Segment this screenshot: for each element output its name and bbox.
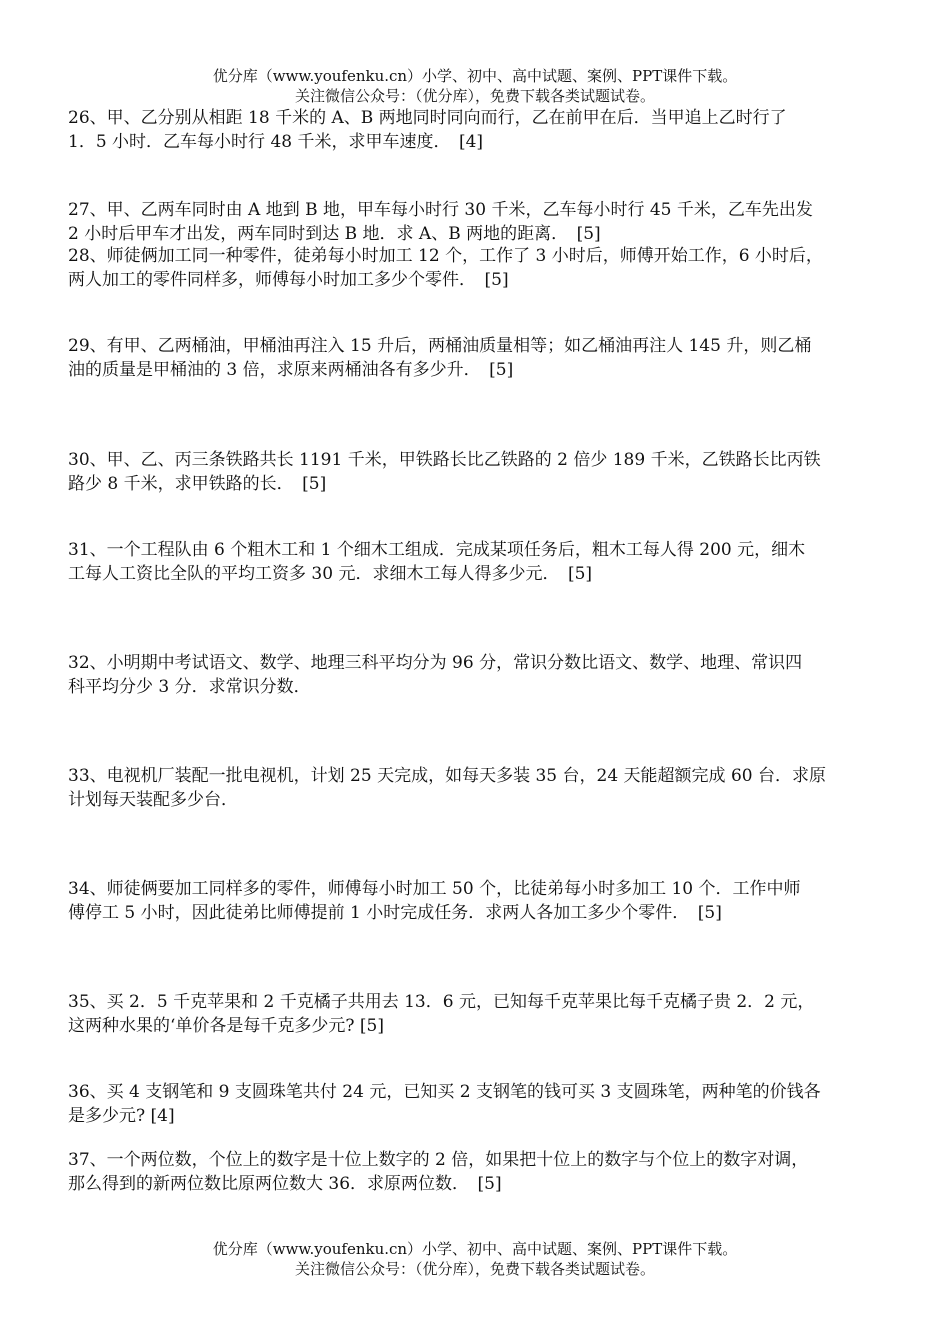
question-37-line-1: 37、一个两位数，个位上的数字是十位上数字的 2 倍，如果把十位上的数字与个位上的数字对调， [68,1150,809,1170]
question-32-line-1: 32、小明期中考试语文、数学、地理三科平均分为 96 分，常识分数比语文、数学、地理、常识四 [68,653,803,673]
question-29 [68,334,894,382]
question-27 [68,198,894,246]
question-35-line-1: 35、买 2．5 千克苹果和 2 千克橘子共用去 13．6 元，已知每千克苹果比每千克橘子贵 2．2 元， [68,992,815,1012]
question-36 [68,1080,894,1128]
header-line-2: 关注微信公众号：（优分库），免费下载各类试题试卷。 [294,87,655,105]
question-33-line-1: 33、电视机厂装配一批电视机，计划 25 天完成，如每天多装 35 台，24 天能超额完成 60 台．求原 [68,766,826,786]
question-29-line-1: 29、有甲、乙两桶油，甲桶油再注入 15 升后，两桶油质量相等；如乙桶油再注人 145 升，则乙桶 [68,336,812,356]
page-footer [0,1239,950,1279]
question-31 [68,538,894,586]
question-30 [68,448,894,496]
question-27-line-2: 2 小时后甲车才出发，两车同时到达 B 地．求 A、B 两地的距离． [5] [68,224,601,244]
question-28 [68,244,894,292]
question-26-line-1: 26、甲、乙分别从相距 18 千米的 A、B 两地同时同向而行，乙在前甲在后．当甲追上乙时行了 [68,108,787,128]
question-36-line-2: 是多少元? [4] [68,1106,175,1126]
question-26-line-2: 1．5 小时．乙车每小时行 48 千米，求甲车速度． [4] [68,132,484,152]
question-30-line-1: 30、甲、乙、丙三条铁路共长 1191 千米，甲铁路长比乙铁路的 2 倍少 189 千米，乙铁路长比丙铁 [68,450,821,470]
question-28-line-1: 28、师徒俩加工同一种零件，徒弟每小时加工 12 个，工作了 3 小时后，师傅开始工作，6 小时后， [68,246,823,266]
question-34 [68,877,894,925]
question-32 [68,651,894,699]
question-37 [68,1148,894,1196]
question-34-line-2: 傅停工 5 小时，因此徒弟比师傅提前 1 小时完成任务．求两人各加工多少个零件． [5] [68,903,722,923]
question-28-line-2: 两人加工的零件同样多，师傅每小时加工多少个零件． [5] [68,270,509,290]
header-line-1: 优分库（www.youfenku.cn）小学、初中、高中试题、案例、PPT课件下载。 [212,67,738,85]
question-37-line-2: 那么得到的新两位数比原两位数大 36．求原两位数． [5] [68,1174,502,1194]
footer-line-2: 关注微信公众号：（优分库），免费下载各类试题试卷。 [294,1260,655,1278]
question-30-line-2: 路少 8 千米，求甲铁路的长． [5] [68,474,327,494]
question-31-line-2: 工每人工资比全队的平均工资多 30 元．求细木工每人得多少元． [5] [68,564,593,584]
page-header [0,66,950,106]
question-33-line-2: 计划每天装配多少台． [68,790,238,810]
question-31-line-1: 31、一个工程队由 6 个粗木工和 1 个细木工组成．完成某项任务后，粗木工每人得 200 元，细木 [68,540,806,560]
question-29-line-2: 油的质量是甲桶油的 3 倍，求原来两桶油各有多少升． [5] [68,360,514,380]
question-35-line-2: 这两种水果的‘单价各是每千克多少元? [5] [68,1016,385,1036]
question-34-line-1: 34、师徒俩要加工同样多的零件，师傅每小时加工 50 个，比徒弟每小时多加工 10 个．工作中师 [68,879,801,899]
question-35 [68,990,894,1038]
question-33 [68,764,894,812]
question-27-line-1: 27、甲、乙两车同时由 A 地到 B 地，甲车每小时行 30 千米，乙车每小时行 45 千米，乙车先出发 [68,200,813,220]
question-36-line-1: 36、买 4 支钢笔和 9 支圆珠笔共付 24 元，已知买 2 支钢笔的钱可买 3 支圆珠笔，两种笔的价钱各 [68,1082,821,1102]
question-26 [68,106,894,154]
footer-line-1: 优分库（www.youfenku.cn）小学、初中、高中试题、案例、PPT课件下载。 [212,1240,738,1258]
question-32-line-2: 科平均分少 3 分．求常识分数． [68,677,311,697]
